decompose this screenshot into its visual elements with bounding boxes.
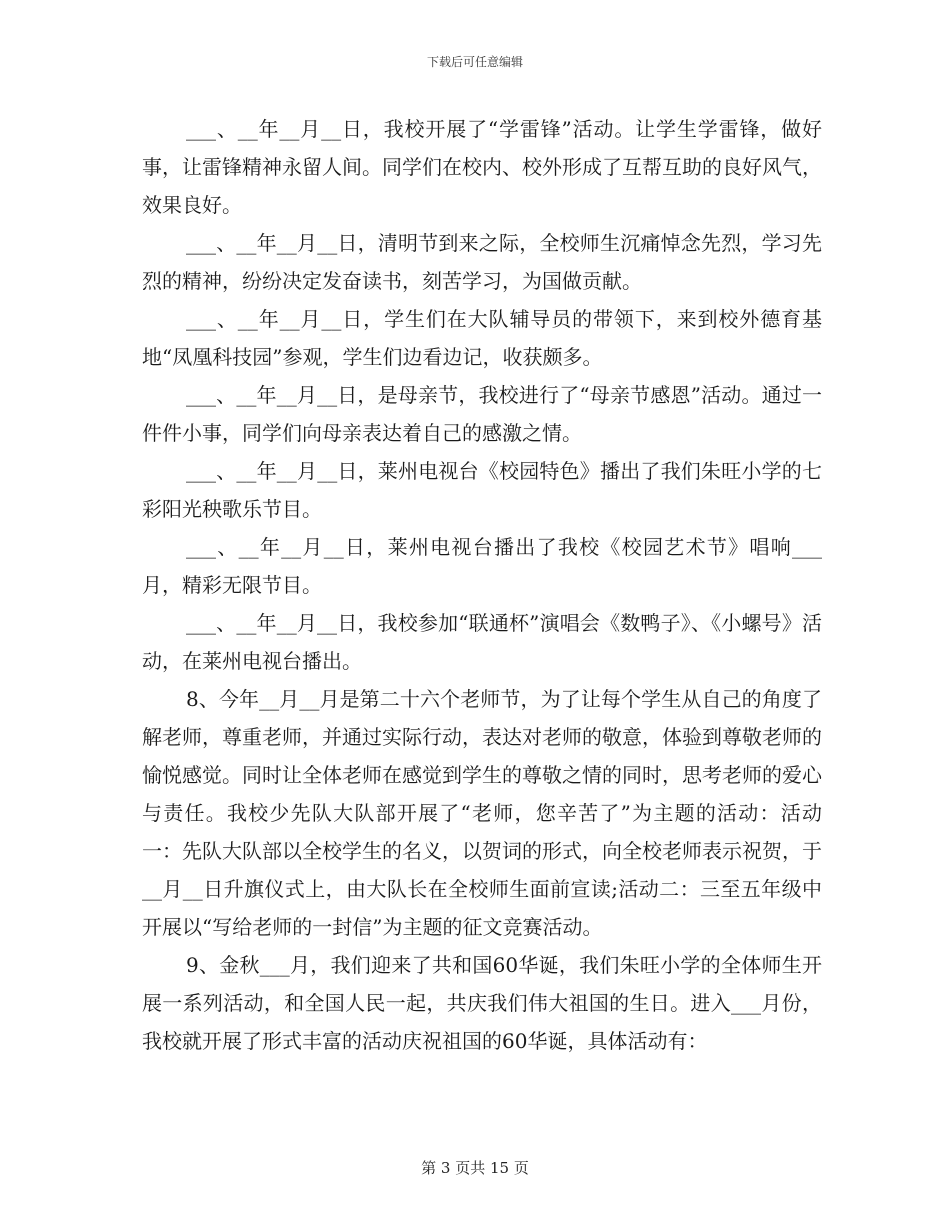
paragraph: ___、__年__月__日，莱州电视台《校园特色》播出了我们朱旺小学的七彩阳光秧歌乐节目。 [142,459,822,521]
document-body [142,110,822,1060]
paragraph: ___、__年__月__日，是母亲节，我校进行了“母亲节感恩”活动。通过一件件小事，同学们向母亲表达着自己的感激之情。 [142,383,822,445]
page-footer: 第 3 页共 15 页 [421,1159,529,1177]
page-header: 下载后可任意编辑 [426,55,523,69]
paragraph: 9、金秋___月，我们迎来了共和国60华诞，我们朱旺小学的全体师生开展一系列活动，和全国人民一起，共庆我们伟大祖国的生日。进入___月份，我校就开展了形式丰富的活动庆祝祖国的60华诞，具体活动有： [142,953,822,1053]
paragraph: ___、__年__月__日，莱州电视台播出了我校《校园艺术节》唱响___月，精彩无限节目。 [142,535,822,597]
paragraph: 8、今年__月__月是第二十六个老师节，为了让每个学生从自己的角度了解老师，尊重老师，并通过实际行动，表达对老师的敬意，体验到尊敬老师的愉悦感觉。同时让全体老师在感觉到学生的尊敬之情的同时，思考老师的爱心与责任。我校少先队大队部开展了“老师，您辛苦了”为主题的活动：活动一：先队大队部以全校学生的名义，以贺词的形式，向全校老师表示祝贺，于__月__日升旗仪式上，由大队长在全校师生面前宣读;活动二：三至五年级中开展以“写给老师的一封信”为主题的征文竞赛活动。 [142,687,822,939]
paragraph: ___、__年__月__日，我校参加“联通杯”演唱会《数鸭子》、《小螺号》活动，在莱州电视台播出。 [142,611,822,673]
paragraph: ___、__年__月__日，学生们在大队辅导员的带领下，来到校外德育基地“凤凰科技园”参观，学生们边看边记，收获颇多。 [142,307,822,369]
paragraph: ___、__年__月__日，清明节到来之际，全校师生沉痛悼念先烈，学习先烈的精神，纷纷决定发奋读书，刻苦学习，为国做贡献。 [142,231,822,293]
paragraph: ___、__年__月__日，我校开展了“学雷锋”活动。让学生学雷锋，做好事，让雷锋精神永留人间。同学们在校内、校外形成了互帮互助的良好风气，效果良好。 [142,117,822,217]
